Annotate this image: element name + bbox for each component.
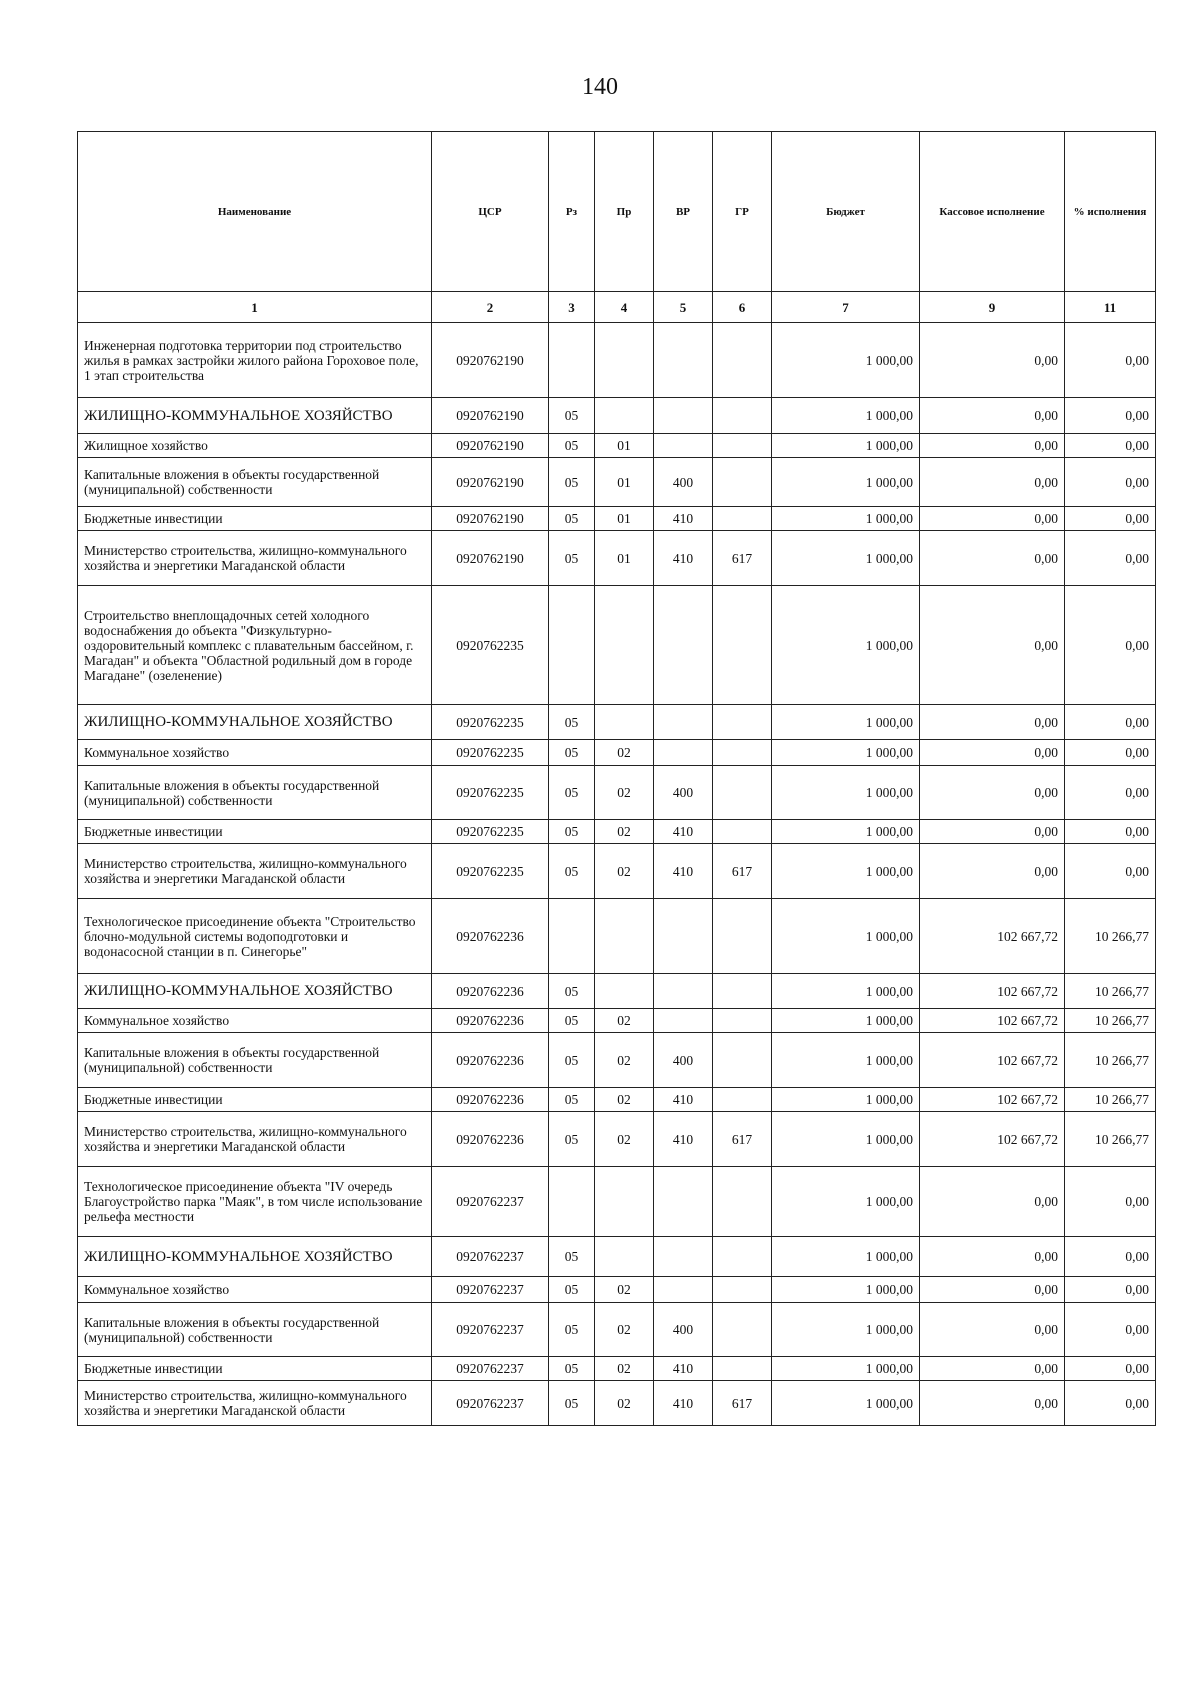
row-csr-cell: 0920762235 [432,705,549,740]
row-pr-cell: 02 [595,1088,654,1112]
row-pr-cell: 01 [595,434,654,458]
table-row [78,1167,1156,1237]
row-cash-cell: 0,00 [920,323,1065,398]
row-csr-cell: 0920762235 [432,740,549,766]
row-csr-cell: 0920762190 [432,531,549,586]
row-name-cell: ЖИЛИЩНО-КОММУНАЛЬНОЕ ХОЗЯЙСТВО [78,398,432,434]
row-vr-cell [654,974,713,1009]
row-gr-cell [713,740,772,766]
row-budget-cell: 1 000,00 [772,531,920,586]
row-budget-cell: 1 000,00 [772,820,920,844]
row-name-cell: Бюджетные инвестиции [78,1357,432,1381]
column-number: 5 [654,292,713,323]
row-cash-cell: 0,00 [920,820,1065,844]
row-vr-cell [654,1009,713,1033]
row-gr-cell [713,458,772,507]
row-gr-cell [713,1303,772,1357]
row-gr-cell [713,1277,772,1303]
row-name-cell: Инженерная подготовка территории под строительство жилья в рамках застройки жилого района Гороховое поле, 1 этап строительства [78,323,432,398]
row-rz-cell: 05 [549,766,595,820]
row-gr-cell [713,323,772,398]
row-cash-cell: 102 667,72 [920,899,1065,974]
row-pr-cell [595,1237,654,1277]
table-row [78,1357,1156,1381]
row-budget-cell: 1 000,00 [772,974,920,1009]
row-cash-cell: 0,00 [920,705,1065,740]
row-rz-cell: 05 [549,531,595,586]
row-budget-cell: 1 000,00 [772,586,920,705]
column-number: 6 [713,292,772,323]
table-row [78,1009,1156,1033]
row-rz-cell: 05 [549,820,595,844]
table-row [78,1303,1156,1357]
row-budget-cell: 1 000,00 [772,1088,920,1112]
row-vr-cell: 410 [654,507,713,531]
row-csr-cell: 0920762190 [432,398,549,434]
row-cash-cell: 102 667,72 [920,974,1065,1009]
budget-execution-table [77,131,1156,1426]
row-budget-cell: 1 000,00 [772,1357,920,1381]
row-name-cell: ЖИЛИЩНО-КОММУНАЛЬНОЕ ХОЗЯЙСТВО [78,974,432,1009]
row-percent-cell: 0,00 [1065,844,1156,899]
row-name-cell: Жилищное хозяйство [78,434,432,458]
row-name-cell: Министерство строительства, жилищно-коммунального хозяйства и энергетики Магаданской области [78,844,432,899]
row-budget-cell: 1 000,00 [772,1033,920,1088]
table-row [78,844,1156,899]
header-vr: ВР [654,132,713,292]
row-pr-cell [595,705,654,740]
row-cash-cell: 0,00 [920,458,1065,507]
row-percent-cell: 10 266,77 [1065,899,1156,974]
row-csr-cell: 0920762237 [432,1237,549,1277]
row-budget-cell: 1 000,00 [772,899,920,974]
row-gr-cell [713,1237,772,1277]
row-vr-cell: 410 [654,1088,713,1112]
table-row [78,740,1156,766]
row-pr-cell: 01 [595,458,654,507]
row-percent-cell: 0,00 [1065,766,1156,820]
row-budget-cell: 1 000,00 [772,740,920,766]
row-name-cell: Капитальные вложения в объекты государственной (муниципальной) собственности [78,458,432,507]
row-gr-cell [713,507,772,531]
table-row [78,899,1156,974]
row-gr-cell: 617 [713,844,772,899]
row-name-cell: Министерство строительства, жилищно-коммунального хозяйства и энергетики Магаданской области [78,1381,432,1426]
row-pr-cell [595,899,654,974]
row-name-cell: Бюджетные инвестиции [78,1088,432,1112]
row-name-cell: Строительство внеплощадочных сетей холодного водоснабжения до объекта "Физкультурно-оздоровительный комплекс с плавательным бассейном, г. Магадан" и объекта "Областной родильный дом в городе Магадане" (озеленение) [78,586,432,705]
column-number: 7 [772,292,920,323]
table-row [78,586,1156,705]
row-rz-cell: 05 [549,1303,595,1357]
row-csr-cell: 0920762235 [432,766,549,820]
row-budget-cell: 1 000,00 [772,1381,920,1426]
row-budget-cell: 1 000,00 [772,844,920,899]
row-percent-cell: 0,00 [1065,1303,1156,1357]
row-percent-cell: 0,00 [1065,820,1156,844]
row-vr-cell [654,899,713,974]
header-row [78,132,1156,292]
row-vr-cell: 410 [654,531,713,586]
row-pr-cell [595,323,654,398]
row-vr-cell [654,1237,713,1277]
column-number: 11 [1065,292,1156,323]
row-cash-cell: 102 667,72 [920,1112,1065,1167]
table-row [78,323,1156,398]
row-cash-cell: 0,00 [920,1237,1065,1277]
row-cash-cell: 102 667,72 [920,1009,1065,1033]
header-name: Наименование [78,132,432,292]
table-row [78,1381,1156,1426]
row-rz-cell: 05 [549,1277,595,1303]
row-percent-cell: 0,00 [1065,458,1156,507]
row-pr-cell: 02 [595,1381,654,1426]
row-vr-cell: 400 [654,1303,713,1357]
row-vr-cell: 400 [654,1033,713,1088]
row-pr-cell [595,974,654,1009]
row-vr-cell [654,1167,713,1237]
row-pr-cell: 02 [595,1357,654,1381]
row-percent-cell: 0,00 [1065,740,1156,766]
row-vr-cell: 410 [654,1381,713,1426]
table-row [78,434,1156,458]
table-row [78,398,1156,434]
row-pr-cell: 02 [595,766,654,820]
row-name-cell: Коммунальное хозяйство [78,740,432,766]
row-name-cell: Министерство строительства, жилищно-коммунального хозяйства и энергетики Магаданской области [78,531,432,586]
row-rz-cell [549,899,595,974]
column-number-row [78,292,1156,323]
row-percent-cell: 0,00 [1065,434,1156,458]
row-rz-cell [549,1167,595,1237]
row-csr-cell: 0920762237 [432,1277,549,1303]
row-rz-cell: 05 [549,434,595,458]
row-gr-cell [713,766,772,820]
row-rz-cell: 05 [549,458,595,507]
row-cash-cell: 0,00 [920,434,1065,458]
row-rz-cell [549,586,595,705]
table-row [78,458,1156,507]
row-vr-cell: 410 [654,1357,713,1381]
header-rz: Рз [549,132,595,292]
row-pr-cell: 02 [595,820,654,844]
row-name-cell: Коммунальное хозяйство [78,1009,432,1033]
row-name-cell: Технологическое присоединение объекта "IV очередь Благоустройство парка "Маяк", в том числе использование рельефа местности [78,1167,432,1237]
row-budget-cell: 1 000,00 [772,398,920,434]
row-name-cell: Капитальные вложения в объекты государственной (муниципальной) собственности [78,766,432,820]
row-gr-cell [713,974,772,1009]
row-pr-cell [595,586,654,705]
row-gr-cell: 617 [713,1112,772,1167]
row-vr-cell [654,740,713,766]
row-name-cell: Капитальные вложения в объекты государственной (муниципальной) собственности [78,1033,432,1088]
row-rz-cell: 05 [549,1112,595,1167]
column-number: 3 [549,292,595,323]
table-row [78,1088,1156,1112]
row-percent-cell: 0,00 [1065,1381,1156,1426]
row-rz-cell: 05 [549,1237,595,1277]
row-cash-cell: 0,00 [920,586,1065,705]
row-name-cell: ЖИЛИЩНО-КОММУНАЛЬНОЕ ХОЗЯЙСТВО [78,705,432,740]
row-gr-cell [713,820,772,844]
row-pr-cell: 01 [595,531,654,586]
row-cash-cell: 0,00 [920,1357,1065,1381]
row-csr-cell: 0920762237 [432,1381,549,1426]
row-name-cell: Технологическое присоединение объекта "Строительство блочно-модульной системы водоподготовки и водонасосной станции в п. Синегорье" [78,899,432,974]
row-gr-cell [713,899,772,974]
row-percent-cell: 0,00 [1065,507,1156,531]
row-cash-cell: 0,00 [920,531,1065,586]
row-rz-cell: 05 [549,740,595,766]
row-gr-cell [713,398,772,434]
row-csr-cell: 0920762235 [432,586,549,705]
table-row [78,974,1156,1009]
row-csr-cell: 0920762237 [432,1357,549,1381]
row-pr-cell: 02 [595,740,654,766]
row-csr-cell: 0920762236 [432,1112,549,1167]
row-csr-cell: 0920762190 [432,323,549,398]
row-gr-cell: 617 [713,1381,772,1426]
row-percent-cell: 0,00 [1065,398,1156,434]
row-name-cell: Бюджетные инвестиции [78,820,432,844]
column-number: 4 [595,292,654,323]
page-number: 140 [582,74,618,100]
row-csr-cell: 0920762237 [432,1167,549,1237]
row-rz-cell: 05 [549,1088,595,1112]
row-name-cell: Коммунальное хозяйство [78,1277,432,1303]
row-percent-cell: 0,00 [1065,705,1156,740]
row-gr-cell [713,586,772,705]
row-vr-cell: 400 [654,766,713,820]
row-pr-cell: 02 [595,1112,654,1167]
row-gr-cell [713,705,772,740]
row-cash-cell: 0,00 [920,1381,1065,1426]
row-budget-cell: 1 000,00 [772,1237,920,1277]
table-row [78,507,1156,531]
row-pr-cell: 02 [595,1033,654,1088]
row-vr-cell [654,705,713,740]
row-cash-cell: 0,00 [920,1167,1065,1237]
column-number: 2 [432,292,549,323]
row-gr-cell [713,1033,772,1088]
row-budget-cell: 1 000,00 [772,458,920,507]
row-vr-cell: 410 [654,820,713,844]
table-row [78,1237,1156,1277]
row-percent-cell: 0,00 [1065,323,1156,398]
table-row [78,1033,1156,1088]
table-row [78,1112,1156,1167]
row-name-cell: Капитальные вложения в объекты государственной (муниципальной) собственности [78,1303,432,1357]
row-csr-cell: 0920762236 [432,1088,549,1112]
row-gr-cell [713,1088,772,1112]
row-vr-cell [654,1277,713,1303]
row-vr-cell: 410 [654,844,713,899]
row-budget-cell: 1 000,00 [772,507,920,531]
row-percent-cell: 10 266,77 [1065,1033,1156,1088]
row-cash-cell: 0,00 [920,398,1065,434]
table-body [78,323,1156,1426]
row-rz-cell: 05 [549,1009,595,1033]
row-name-cell: Министерство строительства, жилищно-коммунального хозяйства и энергетики Магаданской области [78,1112,432,1167]
row-vr-cell [654,398,713,434]
row-csr-cell: 0920762190 [432,458,549,507]
header-budget: Бюджет [772,132,920,292]
row-pr-cell: 01 [595,507,654,531]
row-pr-cell: 02 [595,844,654,899]
row-pr-cell: 02 [595,1009,654,1033]
row-cash-cell: 0,00 [920,1277,1065,1303]
row-pr-cell [595,398,654,434]
row-pr-cell [595,1167,654,1237]
row-csr-cell: 0920762236 [432,1033,549,1088]
row-csr-cell: 0920762235 [432,844,549,899]
row-percent-cell: 0,00 [1065,531,1156,586]
row-cash-cell: 0,00 [920,844,1065,899]
row-gr-cell [713,1009,772,1033]
row-cash-cell: 102 667,72 [920,1088,1065,1112]
row-csr-cell: 0920762236 [432,974,549,1009]
table-row [78,766,1156,820]
row-cash-cell: 102 667,72 [920,1033,1065,1088]
row-percent-cell: 10 266,77 [1065,974,1156,1009]
row-budget-cell: 1 000,00 [772,1277,920,1303]
row-vr-cell: 410 [654,1112,713,1167]
row-name-cell: ЖИЛИЩНО-КОММУНАЛЬНОЕ ХОЗЯЙСТВО [78,1237,432,1277]
table-row [78,531,1156,586]
row-budget-cell: 1 000,00 [772,323,920,398]
row-budget-cell: 1 000,00 [772,1009,920,1033]
row-csr-cell: 0920762235 [432,820,549,844]
row-gr-cell: 617 [713,531,772,586]
header-gr: ГР [713,132,772,292]
row-csr-cell: 0920762190 [432,507,549,531]
row-rz-cell: 05 [549,507,595,531]
row-rz-cell [549,323,595,398]
row-pr-cell: 02 [595,1277,654,1303]
row-budget-cell: 1 000,00 [772,766,920,820]
row-gr-cell [713,1167,772,1237]
row-percent-cell: 10 266,77 [1065,1112,1156,1167]
row-percent-cell: 0,00 [1065,1357,1156,1381]
row-budget-cell: 1 000,00 [772,434,920,458]
row-budget-cell: 1 000,00 [772,1112,920,1167]
row-rz-cell: 05 [549,1033,595,1088]
row-rz-cell: 05 [549,398,595,434]
row-vr-cell [654,323,713,398]
row-rz-cell: 05 [549,974,595,1009]
row-percent-cell: 10 266,77 [1065,1009,1156,1033]
row-percent-cell: 0,00 [1065,586,1156,705]
table-row [78,705,1156,740]
row-cash-cell: 0,00 [920,740,1065,766]
column-number: 9 [920,292,1065,323]
row-percent-cell: 10 266,77 [1065,1088,1156,1112]
header-csr: ЦСР [432,132,549,292]
row-percent-cell: 0,00 [1065,1277,1156,1303]
row-vr-cell [654,586,713,705]
row-rz-cell: 05 [549,705,595,740]
row-budget-cell: 1 000,00 [772,1303,920,1357]
row-percent-cell: 0,00 [1065,1237,1156,1277]
row-cash-cell: 0,00 [920,507,1065,531]
header-cash-execution: Кассовое исполнение [920,132,1065,292]
header-percent-execution: % исполнения [1065,132,1156,292]
row-csr-cell: 0920762237 [432,1303,549,1357]
row-gr-cell [713,1357,772,1381]
row-rz-cell: 05 [549,1357,595,1381]
row-cash-cell: 0,00 [920,766,1065,820]
row-csr-cell: 0920762236 [432,1009,549,1033]
table-row [78,820,1156,844]
table-row [78,1277,1156,1303]
row-rz-cell: 05 [549,1381,595,1426]
row-csr-cell: 0920762236 [432,899,549,974]
row-vr-cell [654,434,713,458]
row-name-cell: Бюджетные инвестиции [78,507,432,531]
row-rz-cell: 05 [549,844,595,899]
header-pr: Пр [595,132,654,292]
row-cash-cell: 0,00 [920,1303,1065,1357]
column-number: 1 [78,292,432,323]
row-vr-cell: 400 [654,458,713,507]
row-budget-cell: 1 000,00 [772,705,920,740]
row-budget-cell: 1 000,00 [772,1167,920,1237]
row-pr-cell: 02 [595,1303,654,1357]
row-csr-cell: 0920762190 [432,434,549,458]
row-gr-cell [713,434,772,458]
row-percent-cell: 0,00 [1065,1167,1156,1237]
